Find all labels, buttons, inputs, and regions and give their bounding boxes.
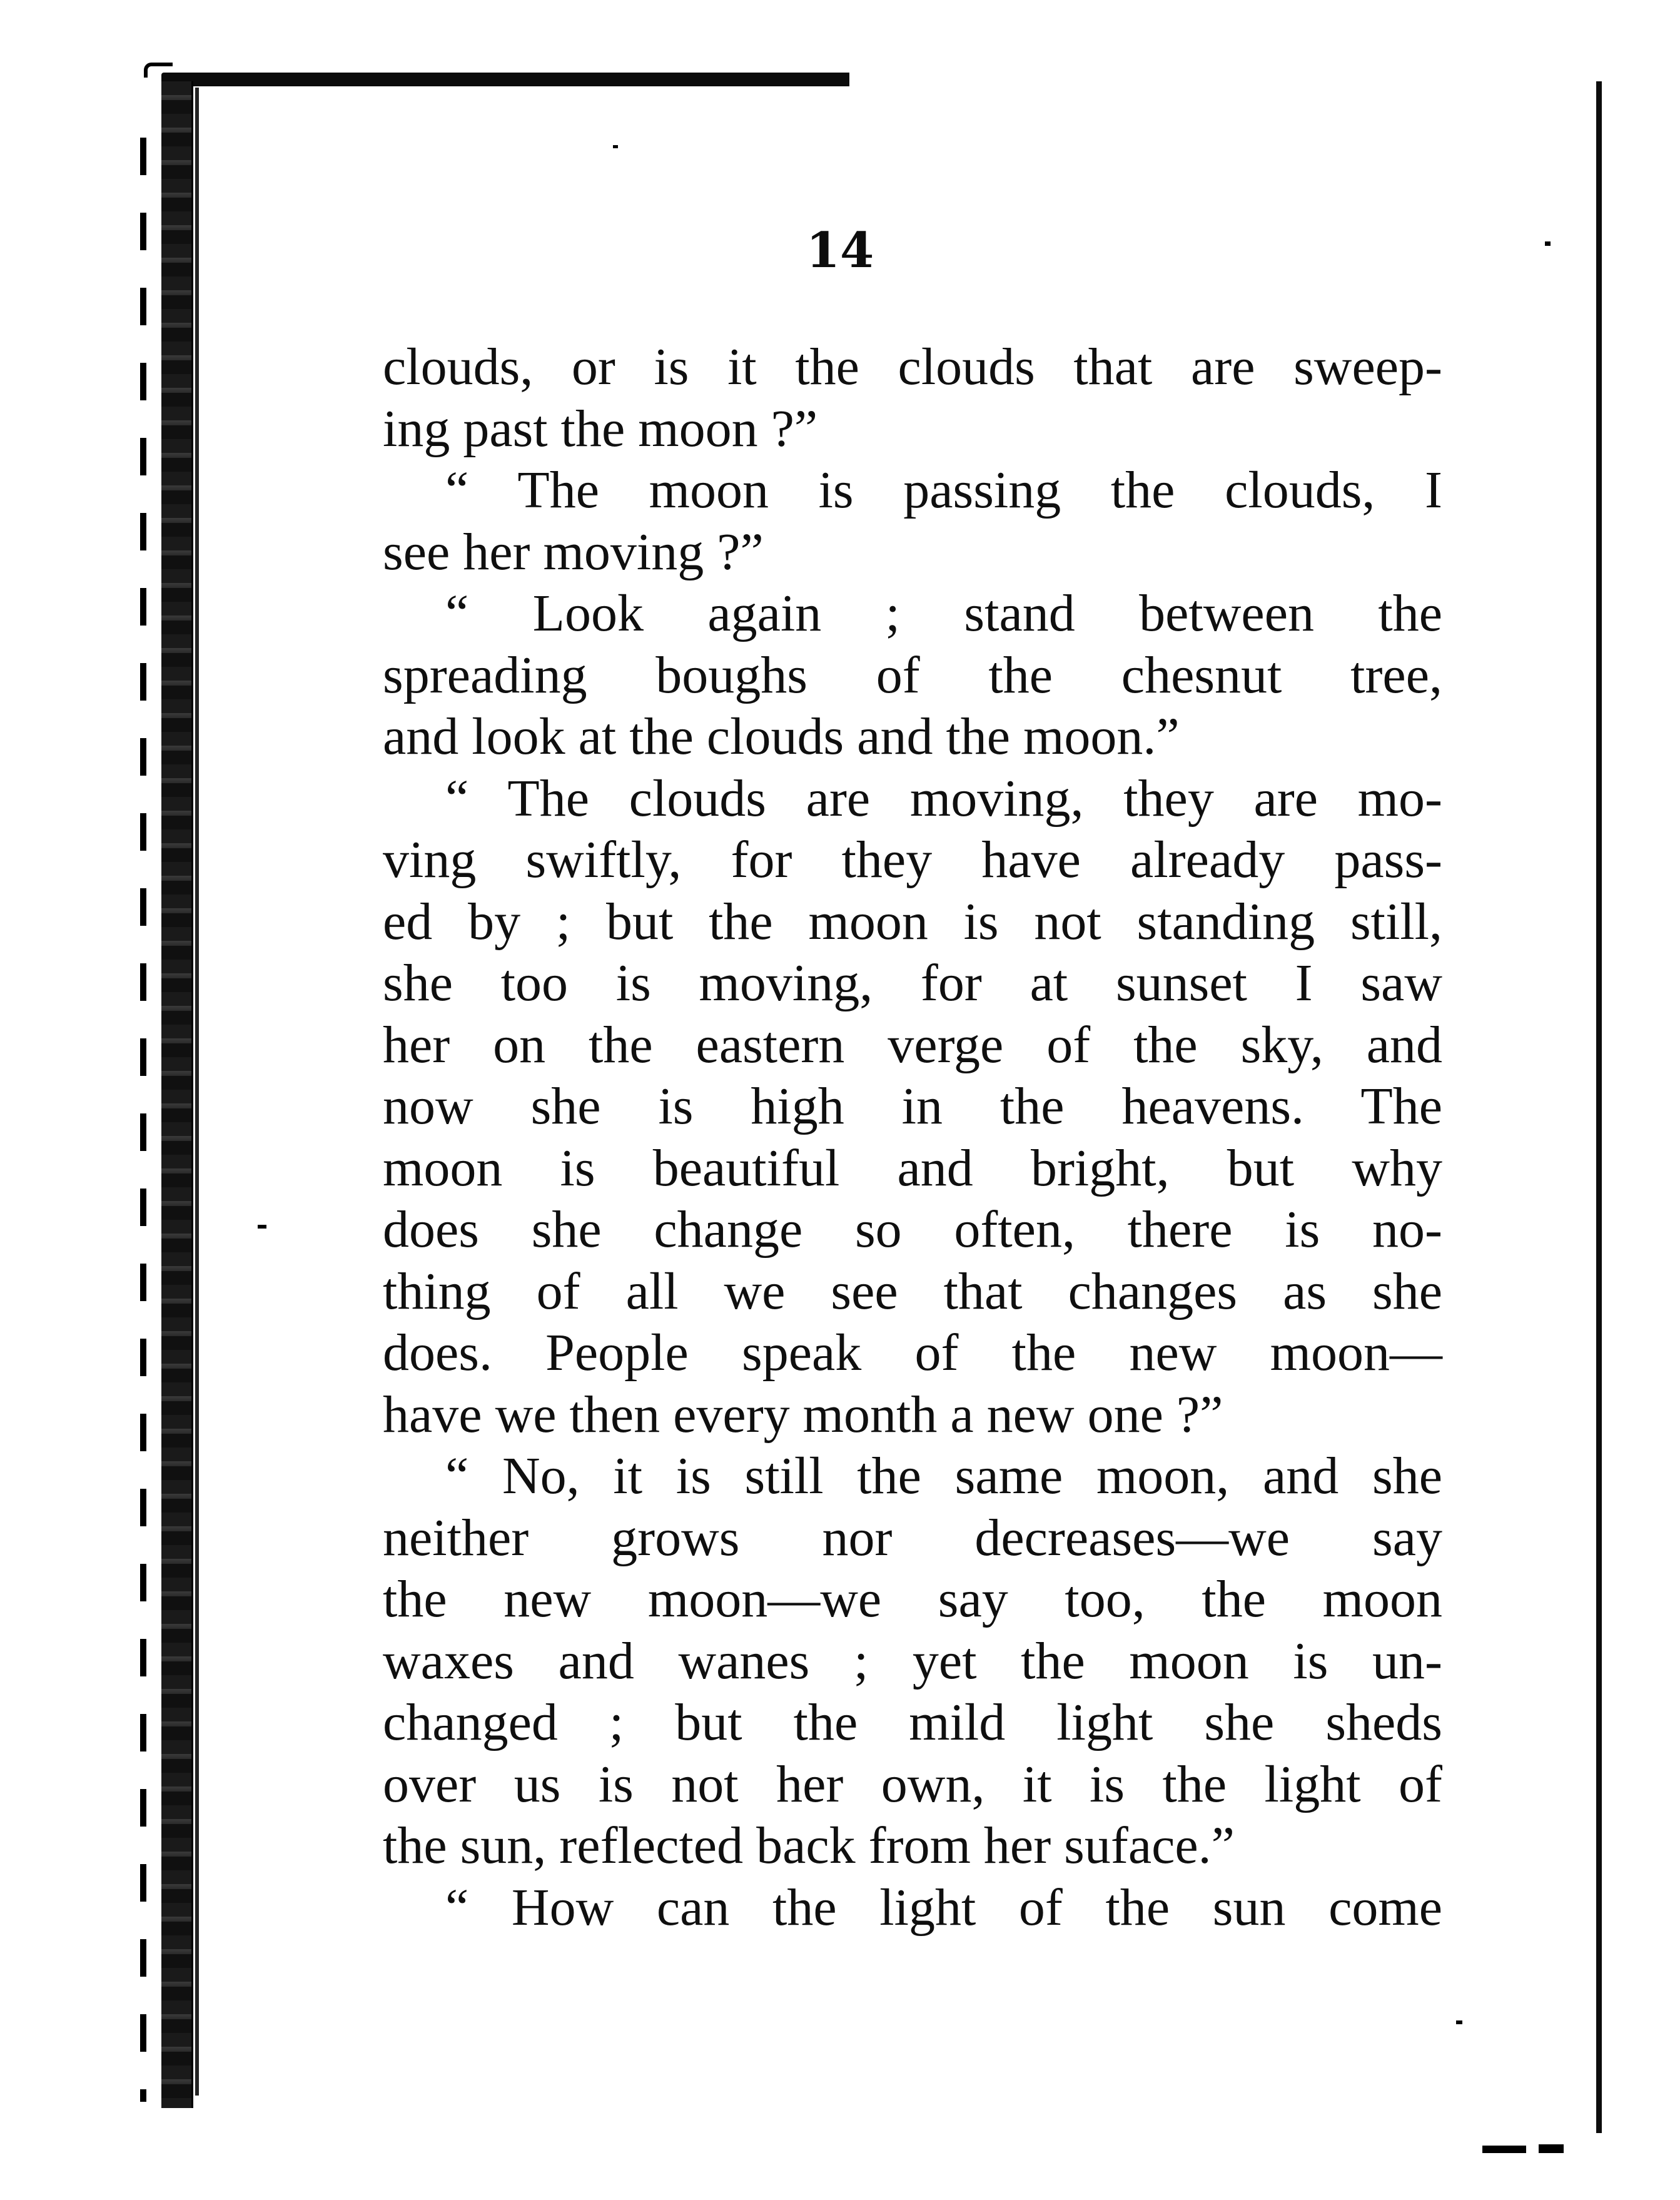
text-line: “ The clouds are moving, they are mo-: [445, 769, 1442, 828]
ink-speck: [1539, 2144, 1564, 2153]
text-line: see her moving ?”: [383, 522, 764, 581]
text-line: “ The moon is passing the clouds, I: [445, 461, 1442, 519]
ink-speck: [1456, 2020, 1462, 2024]
text-line: thing of all we see that changes as she: [383, 1262, 1442, 1321]
binding-inner-edge: [195, 88, 199, 2096]
ink-speck: [258, 1225, 266, 1229]
text-line: ving swiftly, for they have already pass-: [383, 831, 1442, 889]
text-line: “ Look again ; stand between the: [445, 584, 1442, 642]
text-line: waxes and wanes ; yet the moon is un-: [383, 1631, 1442, 1690]
binding-outer-edge: [140, 138, 146, 2102]
ink-speck: [1482, 2146, 1526, 2153]
page-right-edge: [1596, 81, 1602, 2133]
text-line: clouds, or is it the clouds that are sweep-: [383, 338, 1442, 396]
body-text: [383, 337, 1442, 1939]
text-line: changed ; but the mild light she sheds: [383, 1693, 1442, 1751]
text-line: neither grows nor decreases—we say: [383, 1508, 1442, 1567]
text-line: she too is moving, for at sunset I saw: [383, 954, 1442, 1012]
text-line: the new moon—we say too, the moon: [383, 1570, 1442, 1628]
text-line: over us is not her own, it is the light of: [383, 1755, 1442, 1813]
text-line: and look at the clouds and the moon.”: [383, 707, 1180, 766]
book-spine: [161, 81, 193, 2108]
text-line: have we then every month a new one ?”: [383, 1385, 1223, 1444]
text-line: her on the eastern verge of the sky, and: [383, 1015, 1442, 1074]
text-line: “ No, it is still the same moon, and she: [445, 1447, 1442, 1505]
text-line: the sun, reflected back from her suface.”: [383, 1817, 1235, 1875]
binding-top-edge: [161, 73, 849, 86]
text-line: ed by ; but the moon is not standing still,: [383, 892, 1442, 951]
text-line: does she change so often, there is no-: [383, 1200, 1442, 1259]
page-number: 14: [806, 222, 874, 279]
text-line: moon is beautiful and bright, but why: [383, 1138, 1442, 1197]
text-line: spreading boughs of the chesnut tree,: [383, 646, 1442, 704]
text-line: now she is high in the heavens. The: [383, 1077, 1442, 1135]
text-line: “ How can the light of the sun come: [445, 1878, 1442, 1937]
ink-speck: [613, 145, 618, 148]
text-line: does. People speak of the new moon—: [383, 1324, 1442, 1382]
text-line: ing past the moon ?”: [383, 399, 818, 458]
